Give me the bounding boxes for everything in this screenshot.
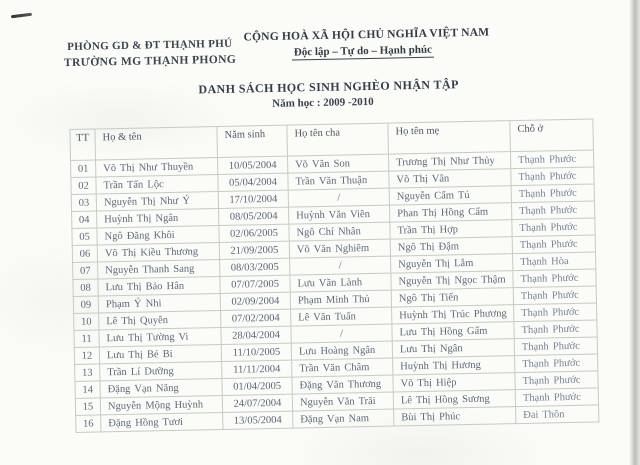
cell-tt: 14: [75, 381, 100, 398]
cell-name: Nguyễn Mộng Huỳnh: [100, 395, 222, 414]
cell-birthdate: 07/02/2004: [221, 309, 291, 327]
org-department-line: PHÒNG GD & ĐT THẠNH PHÚ: [67, 37, 233, 54]
cell-residence: Đai Thôn: [516, 405, 599, 424]
cell-name: Trần Tấn Lộc: [96, 175, 218, 194]
cell-birthdate: 17/10/2004: [218, 190, 288, 208]
student-list-table: [69, 118, 599, 432]
cell-tt: 12: [74, 347, 99, 364]
cell-mother: Phan Thị Hồng Cẩm: [389, 203, 511, 222]
cell-residence: Thạnh Phước: [512, 235, 595, 254]
cell-mother: Trương Thị Như Thủy: [388, 152, 510, 171]
cell-tt: 05: [72, 228, 97, 245]
cell-father: Đặng Văn Thương: [292, 375, 393, 394]
cell-residence: Thạnh Phước: [513, 286, 596, 305]
cell-residence: Thạnh Phước: [511, 167, 594, 186]
cell-name: Võ Thị Như Thuyền: [96, 158, 218, 177]
cell-name: Lê Thị Quyên: [99, 311, 221, 330]
cell-mother: Trần Thị Hợp: [390, 220, 512, 239]
cell-father: Đặng Vạn Nam: [293, 409, 394, 428]
cell-birthdate: 11/11/2004: [222, 360, 292, 378]
cell-tt: 08: [73, 279, 98, 296]
cell-birthdate: 21/09/2005: [219, 241, 289, 259]
cell-father: Võ Văn Son: [287, 154, 388, 173]
cell-tt: 01: [71, 160, 96, 177]
cell-birthdate: 02/06/2005: [219, 224, 289, 242]
cell-tt: 06: [72, 245, 97, 262]
cell-birthdate: 11/10/2005: [221, 343, 291, 361]
cell-father: /: [290, 256, 391, 275]
cell-mother: Võ Thị Vân: [389, 169, 511, 188]
cell-father: Phạm Minh Thủ: [290, 290, 391, 309]
cell-mother: Nguyễn Thị Lắm: [391, 254, 513, 273]
column-header-residence: Chỗ ở: [510, 119, 594, 152]
cell-tt: 11: [74, 330, 99, 347]
cell-father: Lưu Văn Lành: [290, 273, 391, 292]
cell-father: Trần Văn Thuận: [288, 171, 389, 190]
cell-birthdate: 07/07/2005: [220, 275, 290, 293]
cell-mother: Bùi Thị Phúc: [394, 407, 516, 426]
cell-father: Nguyễn Văn Trãi: [292, 392, 393, 411]
cell-father: /: [288, 188, 389, 207]
cell-residence: Thạnh Phước: [510, 150, 593, 169]
cell-residence: Thạnh Phước: [514, 303, 597, 322]
cell-birthdate: 28/04/2004: [221, 326, 291, 344]
cell-father: /: [291, 324, 392, 343]
cell-residence: Thạnh Phước: [515, 388, 598, 407]
cell-name: Lưu Thị Bé Bi: [99, 344, 221, 363]
cell-father: Huỳnh Văn Viên: [289, 205, 390, 224]
cell-name: Ngô Đăng Khôi: [97, 226, 219, 245]
cell-name: Phạm Ý Nhi: [98, 294, 220, 313]
cell-father: Lưu Hoàng Ngân: [291, 341, 392, 360]
national-title-line: CỘNG HOÀ XÃ HỘI CHỦ NGHĨA VIỆT NAM: [243, 26, 490, 44]
cell-mother: Lưu Thị Ngân: [392, 339, 514, 358]
cell-birthdate: 10/05/2004: [218, 156, 288, 174]
cell-residence: Thạnh Phước: [511, 184, 594, 203]
cell-tt: 02: [71, 177, 96, 194]
column-header-tt: TT: [70, 129, 96, 160]
cell-tt: 15: [75, 398, 100, 415]
cell-name: Nguyễn Thanh Sang: [98, 260, 220, 279]
column-header-birthdate: Năm sinh: [217, 125, 288, 157]
cell-mother: Lê Thị Hồng Sương: [393, 390, 515, 409]
cell-residence: Thạnh Phước: [513, 269, 596, 288]
cell-tt: 16: [76, 415, 101, 432]
column-header-father: Họ tên cha: [287, 123, 389, 156]
column-header-mother: Họ tên mẹ: [388, 121, 511, 154]
national-motto-line: Độc lập – Tự do – Hạnh phúc: [292, 44, 434, 61]
cell-birthdate: 08/03/2005: [220, 258, 290, 276]
cell-birthdate: 05/04/2004: [218, 173, 288, 191]
cell-mother: Võ Thị Hiệp: [393, 373, 515, 392]
cell-father: Ngô Chí Nhân: [289, 222, 390, 241]
cell-residence: Thạnh Hòa: [512, 252, 595, 271]
cell-birthdate: 02/09/2004: [220, 292, 290, 310]
cell-birthdate: 13/05/2004: [223, 411, 293, 429]
column-header-name: Họ & tên: [95, 127, 218, 160]
cell-residence: Thạnh Phước: [511, 201, 594, 220]
cell-tt: 13: [75, 364, 100, 381]
cell-birthdate: 01/04/2005: [222, 377, 292, 395]
cell-residence: Thạnh Phước: [515, 354, 598, 373]
cell-residence: Thạnh Phước: [512, 218, 595, 237]
cell-residence: Thạnh Phước: [515, 371, 598, 390]
cell-father: Lê Văn Tuấn: [291, 307, 392, 326]
org-school-line: TRƯỜNG MG THẠNH PHONG: [63, 53, 237, 70]
cell-father: Võ Văn Nghiêm: [289, 239, 390, 258]
cell-residence: Thạnh Phước: [514, 337, 597, 356]
cell-mother: Lưu Thị Hồng Gấm: [392, 322, 514, 341]
cell-mother: Huỳnh Thị Trúc Phương: [392, 305, 514, 324]
cell-name: Trần Lí Dưỡng: [100, 361, 222, 380]
cell-birthdate: 24/07/2004: [222, 394, 292, 412]
cell-father: Trần Văn Châm: [292, 358, 393, 377]
cell-name: Lưu Thị Bảo Hân: [98, 277, 220, 296]
school-year-subtitle: Năm học : 2009 -2010: [272, 95, 374, 110]
cell-mother: Ngô Thị Tiến: [391, 288, 513, 307]
cell-tt: 09: [73, 296, 98, 313]
cell-mother: Nguyễn Cẩm Tú: [389, 186, 511, 205]
cell-birthdate: 08/05/2004: [219, 207, 289, 225]
national-motto-block: [243, 26, 490, 62]
cell-mother: Ngô Thị Đậm: [390, 237, 512, 256]
cell-mother: Huỳnh Thị Hương: [393, 356, 515, 375]
cell-tt: 07: [73, 262, 98, 279]
cell-residence: Thạnh Phước: [514, 320, 597, 339]
cell-name: Võ Thị Kiều Thương: [97, 243, 219, 262]
cell-name: Lưu Thị Tường Vi: [99, 328, 221, 347]
cell-tt: 04: [72, 211, 97, 228]
cell-name: Nguyễn Thị Như Ý: [96, 192, 218, 211]
cell-tt: 10: [74, 313, 99, 330]
cell-mother: Nguyễn Thị Ngọc Thậm: [391, 271, 513, 290]
issuing-org-block: [60, 38, 241, 70]
cell-name: Đặng Hồng Tươi: [101, 412, 223, 431]
cell-name: Huỳnh Thị Ngân: [97, 209, 219, 228]
student-table-body: [71, 150, 599, 432]
cell-tt: 03: [71, 194, 96, 211]
cell-name: Đặng Vạn Năng: [100, 378, 222, 397]
document-title: DANH SÁCH HỌC SINH NGHÈO NHẬN TẬP: [198, 77, 459, 97]
